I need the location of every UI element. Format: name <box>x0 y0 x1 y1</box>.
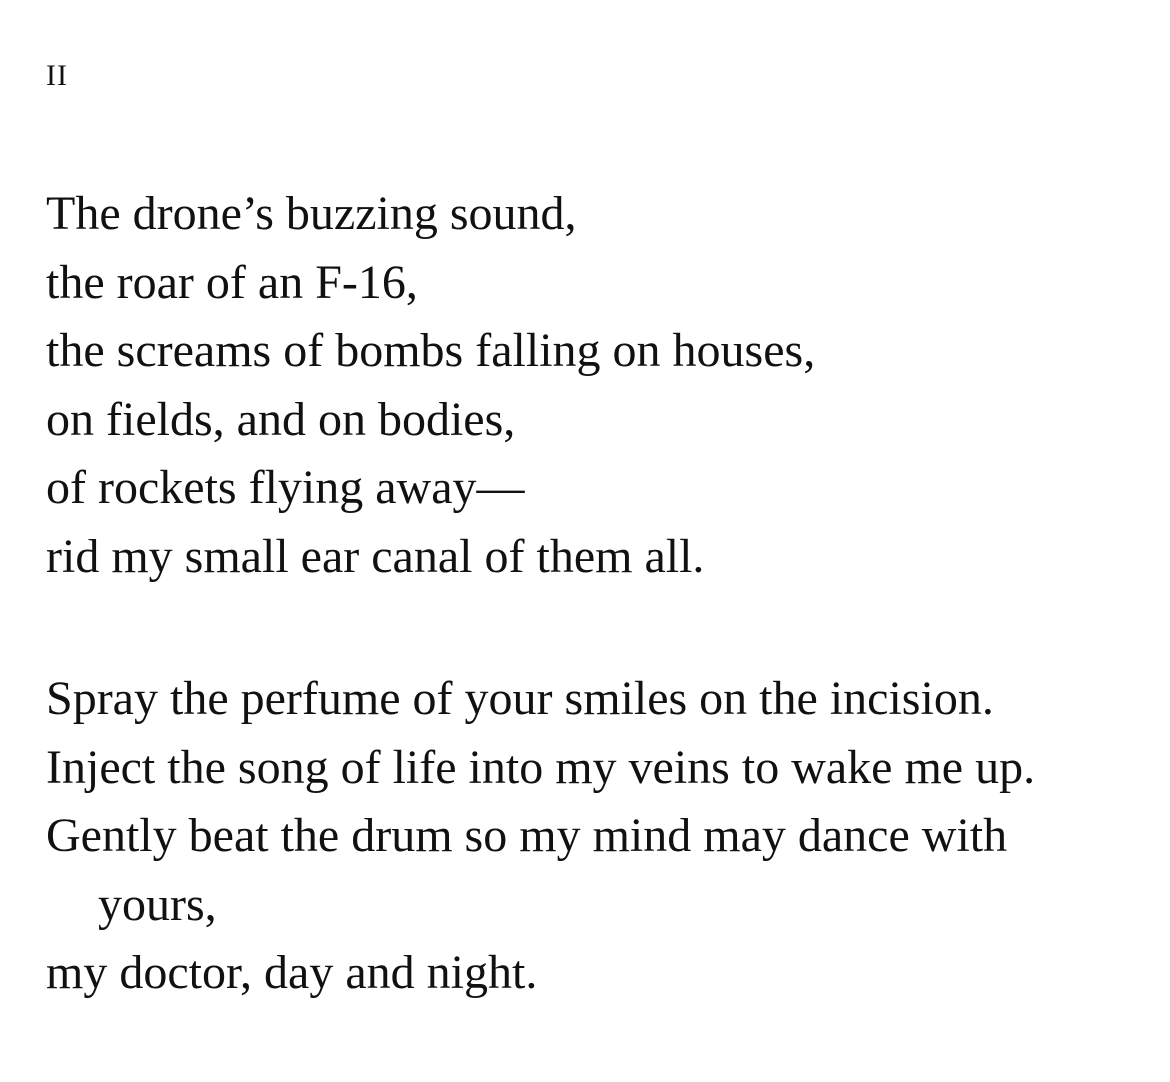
stanza-2 <box>46 665 1035 1008</box>
poem-line: my doctor, day and night. <box>46 946 538 1000</box>
poem-line: Spray the perfume of your smiles on the incision. <box>46 672 994 725</box>
poem-line: Inject the song of life into my veins to wake me up. <box>46 740 1036 794</box>
section-number: II <box>46 59 68 92</box>
poem-line: of rockets flying away— <box>46 461 525 515</box>
poem-line: Gently beat the drum so my mind may dance with <box>46 809 1008 863</box>
stanza-1 <box>46 180 815 592</box>
poem-line: The drone’s buzzing sound, <box>46 187 577 240</box>
poem-line: rid my small ear canal of them all. <box>46 529 705 583</box>
poem-line: the screams of bombs falling on houses, <box>46 324 816 378</box>
poem-line: the roar of an F-16, <box>46 255 418 309</box>
poem-line: on fields, and on bodies, <box>46 392 516 446</box>
poem-line-continuation: yours, <box>98 877 217 931</box>
